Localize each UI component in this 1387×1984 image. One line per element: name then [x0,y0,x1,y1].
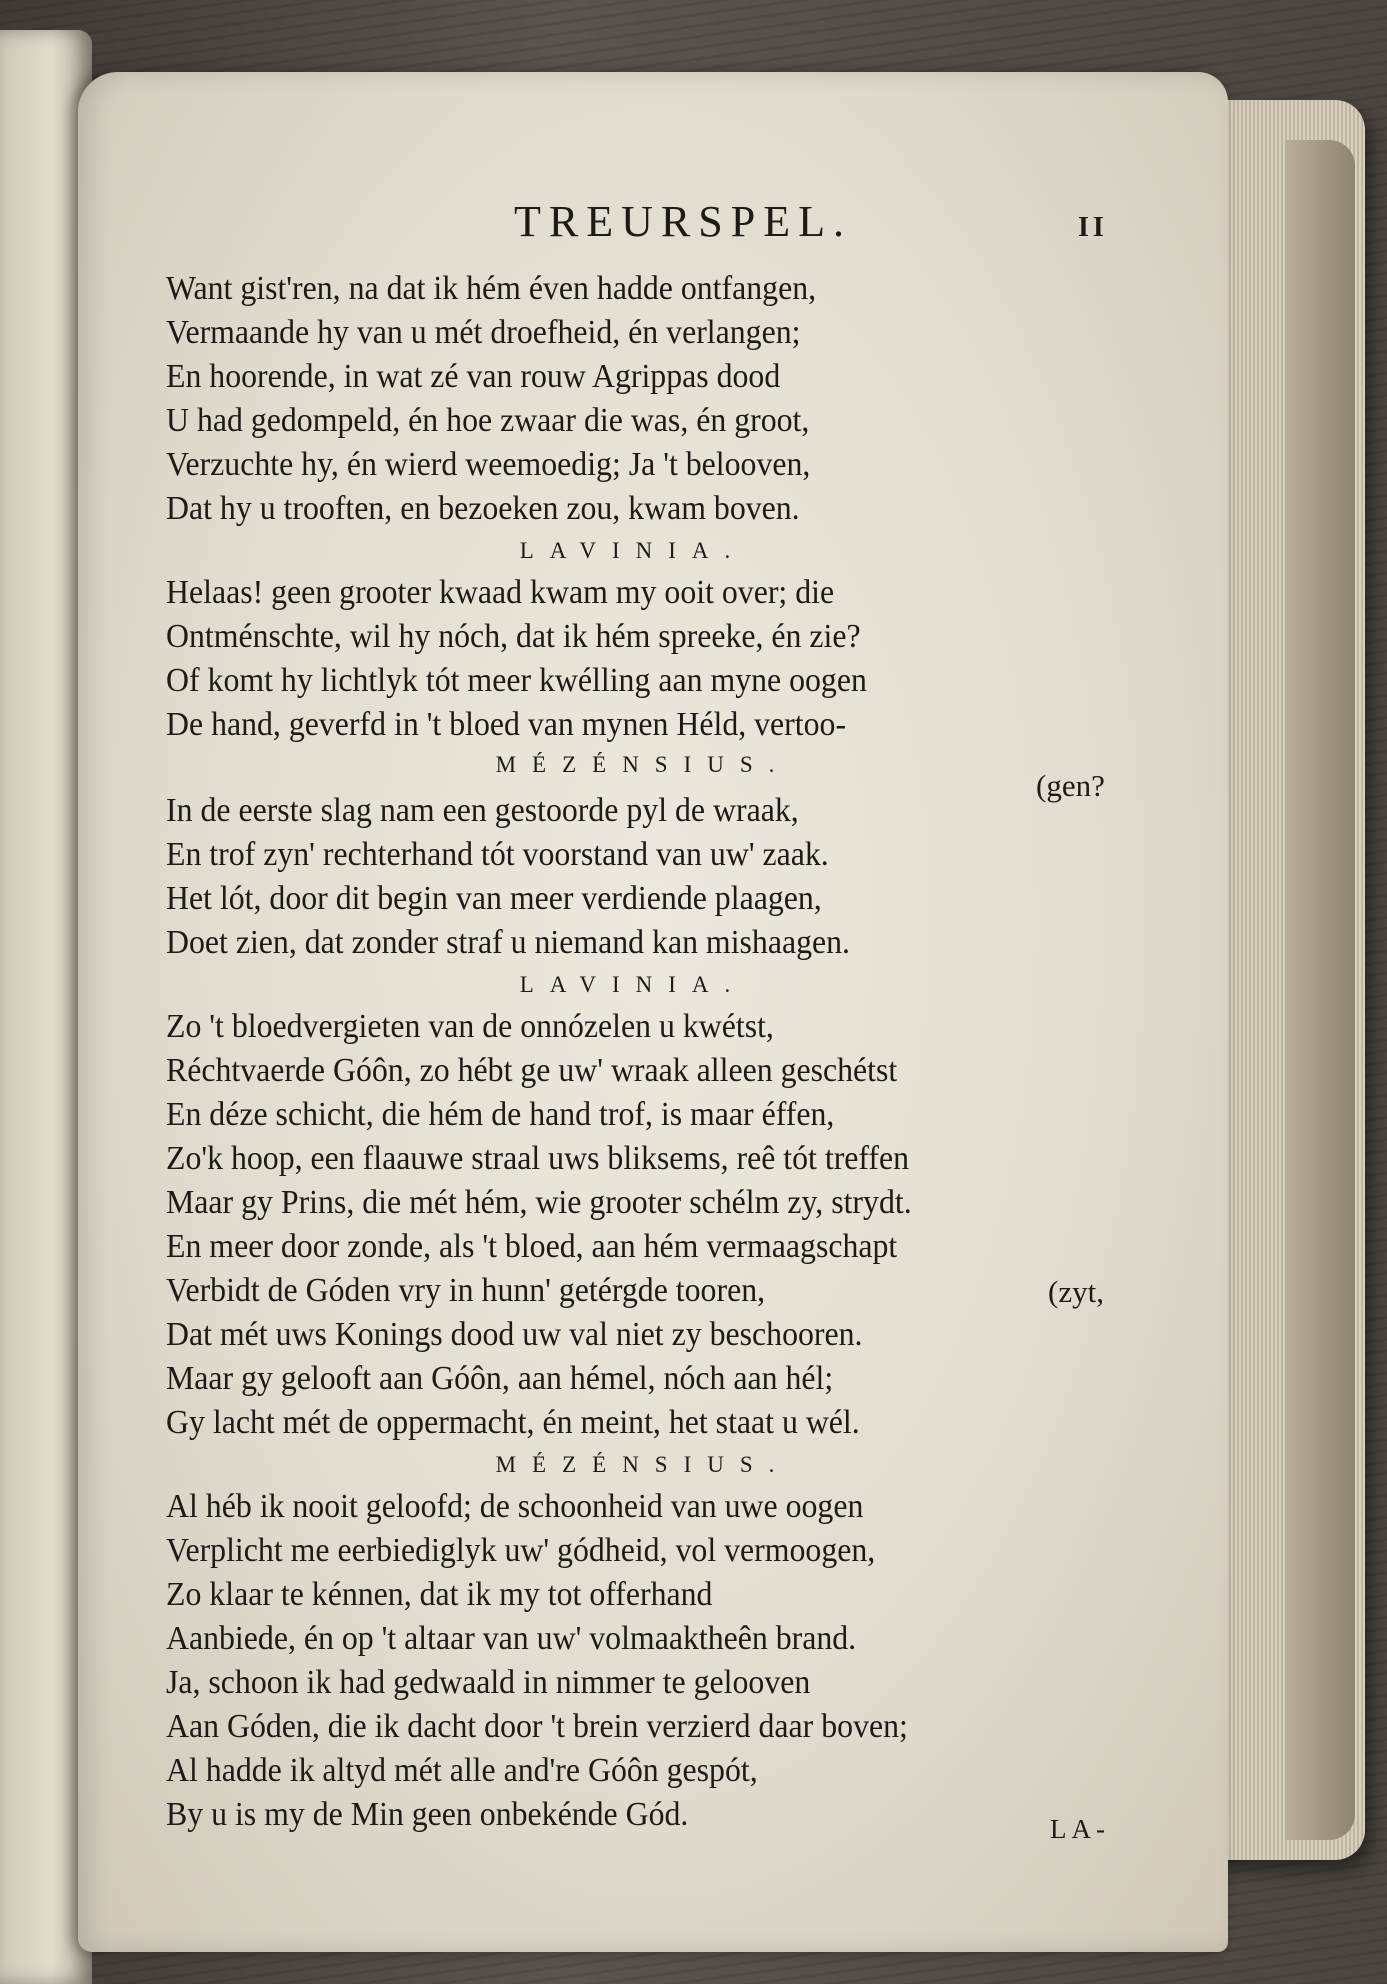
page-text [78,72,1228,1952]
verse-line: Maar gy Prins, die mét hém, wie grooter schélm zy, strydt. [166,1184,912,1221]
verse-line: Gy lacht mét de oppermacht, én meint, het staat u wél. [166,1404,860,1441]
verse-line: Helaas! geen grooter kwaad kwam my ooit over; die [166,574,835,611]
verse-line: Réchtvaerde Góôn, zo hébt ge uw' wraak alleen geschétst [166,1052,898,1089]
verse-line: Verplicht me eerbiediglyk uw' gódheid, vol vermoogen, [166,1532,876,1569]
verse-line: Of komt hy lichtlyk tót meer kwélling aan myne oogen [166,662,867,699]
verse-line: Zo 't bloedvergieten van de onnózelen u kwétst, [166,1008,774,1045]
turnover-fragment: (zyt, [1048,1274,1104,1309]
speaker-name: LAVINIA. [519,972,747,997]
verse-line: Doet zien, dat zonder straf u niemand kan mishaagen. [166,924,850,961]
verse-line: En hoorende, in wat zé van rouw Agrippas dood [166,358,781,395]
verse-line: Maar gy gelooft aan Góôn, aan hémel, nóch aan hél; [166,1360,834,1397]
verse-line: Ontménschte, wil hy nóch, dat ik hém spreeke, én zie? [166,618,861,655]
verse-line: Ja, schoon ik had gedwaald in nimmer te gelooven [166,1664,811,1701]
book-page [78,72,1228,1952]
verse-line: Al héb ik nooit geloofd; de schoonheid van uwe oogen [166,1488,864,1525]
verse-line: U had gedompeld, én hoe zwaar die was, én groot, [166,402,810,439]
speaker-name: LAVINIA. [519,538,747,563]
verse-line: En déze schicht, die hém de hand trof, is maar éffen, [166,1096,835,1133]
verse-line: Dat hy u trooften, en bezoeken zou, kwam boven. [166,490,800,527]
catchword: LA- [1050,1814,1110,1844]
turnover-fragment: (gen? [1036,768,1105,803]
page-number: II [1078,212,1108,243]
verse-line: Verbidt de Góden vry in hunn' getérgde tooren, [166,1272,766,1309]
verse-line: Al hadde ik altyd mét alle and're Góôn gespót, [166,1752,758,1789]
book-cover-edge [1285,140,1355,1840]
verse-line: In de eerste slag nam een gestoorde pyl de wraak, [166,792,799,829]
speaker-name: MÉZÉNSIUS. [495,1452,791,1477]
verse-line: De hand, geverfd in 't bloed van mynen Héld, vertoo- [166,706,847,743]
verse-line: Dat mét uws Konings dood uw val niet zy beschooren. [166,1316,863,1353]
verse-line: Zo'k hoop, een flaauwe straal uws bliksems, reê tót treffen [166,1140,910,1177]
verse-line: Verzuchte hy, én wierd weemoedig; Ja 't belooven, [166,446,811,483]
verse-line: Aan Góden, die ik dacht door 't brein verzierd daar boven; [166,1708,908,1745]
verse-line: Vermaande hy van u mét droefheid, én verlangen; [166,314,801,351]
verse-line: Het lót, door dit begin van meer verdiende plaagen, [166,880,822,917]
speaker-name: MÉZÉNSIUS. [495,752,791,777]
running-head: TREURSPEL. [514,197,852,246]
verse-line: Zo klaar te kénnen, dat ik my tot offerhand [166,1576,713,1613]
verse-line: By u is my de Min geen onbekénde Gód. [166,1796,689,1833]
verse-line: En trof zyn' rechterhand tót voorstand van uw' zaak. [166,836,829,873]
verse-line: Aanbiede, én op 't altaar van uw' volmaaktheên brand. [166,1620,857,1657]
verse-line: Want gist'ren, na dat ik hém éven hadde ontfangen, [166,270,817,307]
verse-line: En meer door zonde, als 't bloed, aan hém vermaagschapt [166,1228,898,1265]
